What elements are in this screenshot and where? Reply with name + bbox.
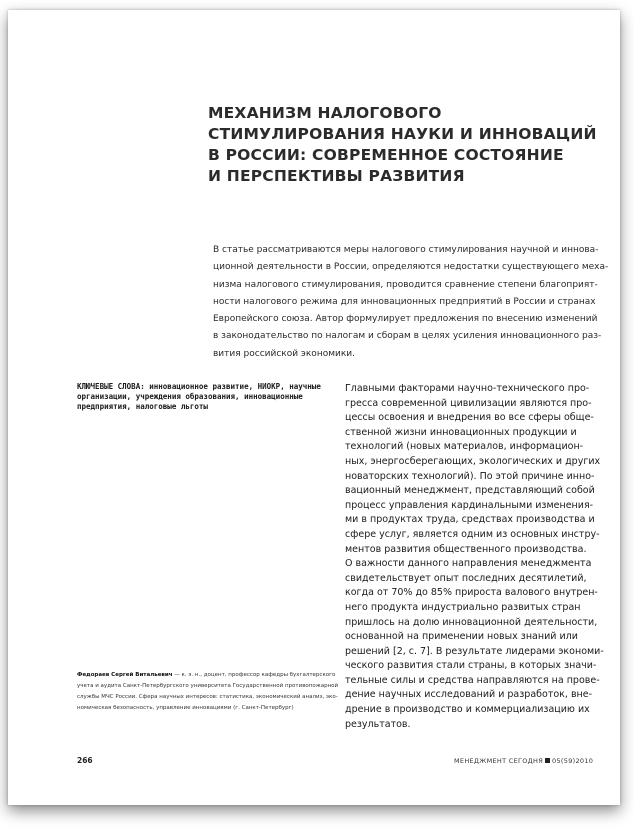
author-name: Федораев Сергей Витальевич (77, 672, 173, 678)
body-line: ческого развития стали страны, в которых значи- (345, 660, 597, 672)
author-line: — к. э. н., доцент, профессор кафедры бухгалтерского (172, 672, 336, 678)
body-line: пришлось на долю инновационной деятельности, (345, 616, 598, 628)
article-body (345, 382, 615, 732)
author-info (77, 670, 339, 714)
document-page (8, 10, 620, 805)
body-line: новаторских технологий). По этой причине инно- (345, 470, 595, 482)
author-line: номическая безопасность, управление инновациями (г. Санкт-Петербург) (77, 705, 294, 711)
body-line: решений [2, с. 7]. В результате лидерами экономи- (345, 645, 604, 657)
keywords-line: предприятия, налоговые льготы (77, 402, 208, 411)
journal-issue: 05(59)2010 (552, 757, 594, 765)
abstract-line: в законодательство по налогам и сборам в целях усиления инновационного раз- (213, 331, 602, 342)
body-line: сфере услуг, является одним из основных инстру- (345, 528, 600, 540)
body-line: дение научных исследований и разработок, вне- (345, 689, 593, 701)
body-line: когда от 70% до 85% прироста валового внутрен- (345, 587, 598, 599)
abstract-line: ности налогового режима для инновационных предприятий в России и странах (213, 296, 596, 307)
title-line: МЕХАНИЗМ НАЛОГОВОГО (208, 104, 442, 122)
journal-name: МЕНЕДЖМЕНТ СЕГОДНЯ (454, 757, 544, 765)
square-separator-icon (545, 758, 550, 763)
keywords-line: организации, учреждения образования, инновационные (77, 392, 303, 401)
body-line: результатов. (345, 718, 411, 730)
keywords (77, 382, 339, 412)
title-line: И ПЕРСПЕКТИВЫ РАЗВИТИЯ (208, 167, 465, 185)
abstract-line: В статье рассматриваются меры налогового стимулирования научной и иннова- (213, 245, 599, 255)
body-line: цессы освоения и внедрения во все сферы обще- (345, 412, 594, 424)
author-line-first (77, 670, 339, 681)
body-line: процесс управления кардинальными изменения- (345, 499, 594, 511)
abstract-line: ционной деятельности в России, определяются недостатки существующего меха- (213, 262, 609, 273)
body-line: ментов развития общественного производства. (345, 543, 587, 555)
body-line: ственной жизни инновационных продукции и (345, 426, 577, 438)
page-number: 266 (77, 756, 93, 765)
body-line: вационный менеджмент, представляющий собой (345, 485, 595, 497)
abstract-line: низма налогового стимулирования, проводится сравнение степени благоприят- (213, 279, 598, 290)
body-line: О важности данного направления менеджмента (345, 558, 592, 570)
body-line: Главными факторами научно-технического про- (345, 383, 590, 394)
body-line: ми в продуктах труда, средствах производства и (345, 514, 595, 526)
body-line: основанной на применении новых знаний или (345, 631, 578, 643)
author-line: учета и аудита Санкт-Петербургского университета Государственной противопожарной (77, 683, 339, 689)
body-line: дрение в производство и коммерциализацию их (345, 704, 590, 716)
title-line: СТИМУЛИРОВАНИЯ НАУКИ И ИННОВАЦИЙ (208, 125, 597, 143)
abstract-line: Европейского союза. Автор формулирует предложения по внесению изменений (213, 314, 598, 325)
title-line: В РОССИИ: СОВРЕМЕННОЕ СОСТОЯНИЕ (208, 146, 564, 164)
body-line: свидетельствует опыт последних десятилетий, (345, 572, 587, 584)
article-abstract (213, 242, 609, 363)
body-line: тельные силы и средства направляются на прове- (345, 674, 600, 686)
article-title (208, 103, 598, 187)
body-line: технологий (новых материалов, информацион- (345, 441, 584, 453)
keywords-line: КЛЮЧЕВЫЕ СЛОВА: инновационное развитие, НИОКР, научные (77, 382, 321, 391)
author-line: службы МЧС России. Сфера научных интересов: статистика, экономический анализ, эко- (77, 694, 338, 700)
journal-footer (454, 757, 593, 765)
body-line: него продукта индустриально развитых стран (345, 601, 581, 613)
body-line: ных, энергосберегающих, экологических и других (345, 455, 601, 467)
body-line: гресса современной цивилизации являются про- (345, 397, 592, 409)
abstract-line: вития российской экономики. (213, 348, 355, 359)
